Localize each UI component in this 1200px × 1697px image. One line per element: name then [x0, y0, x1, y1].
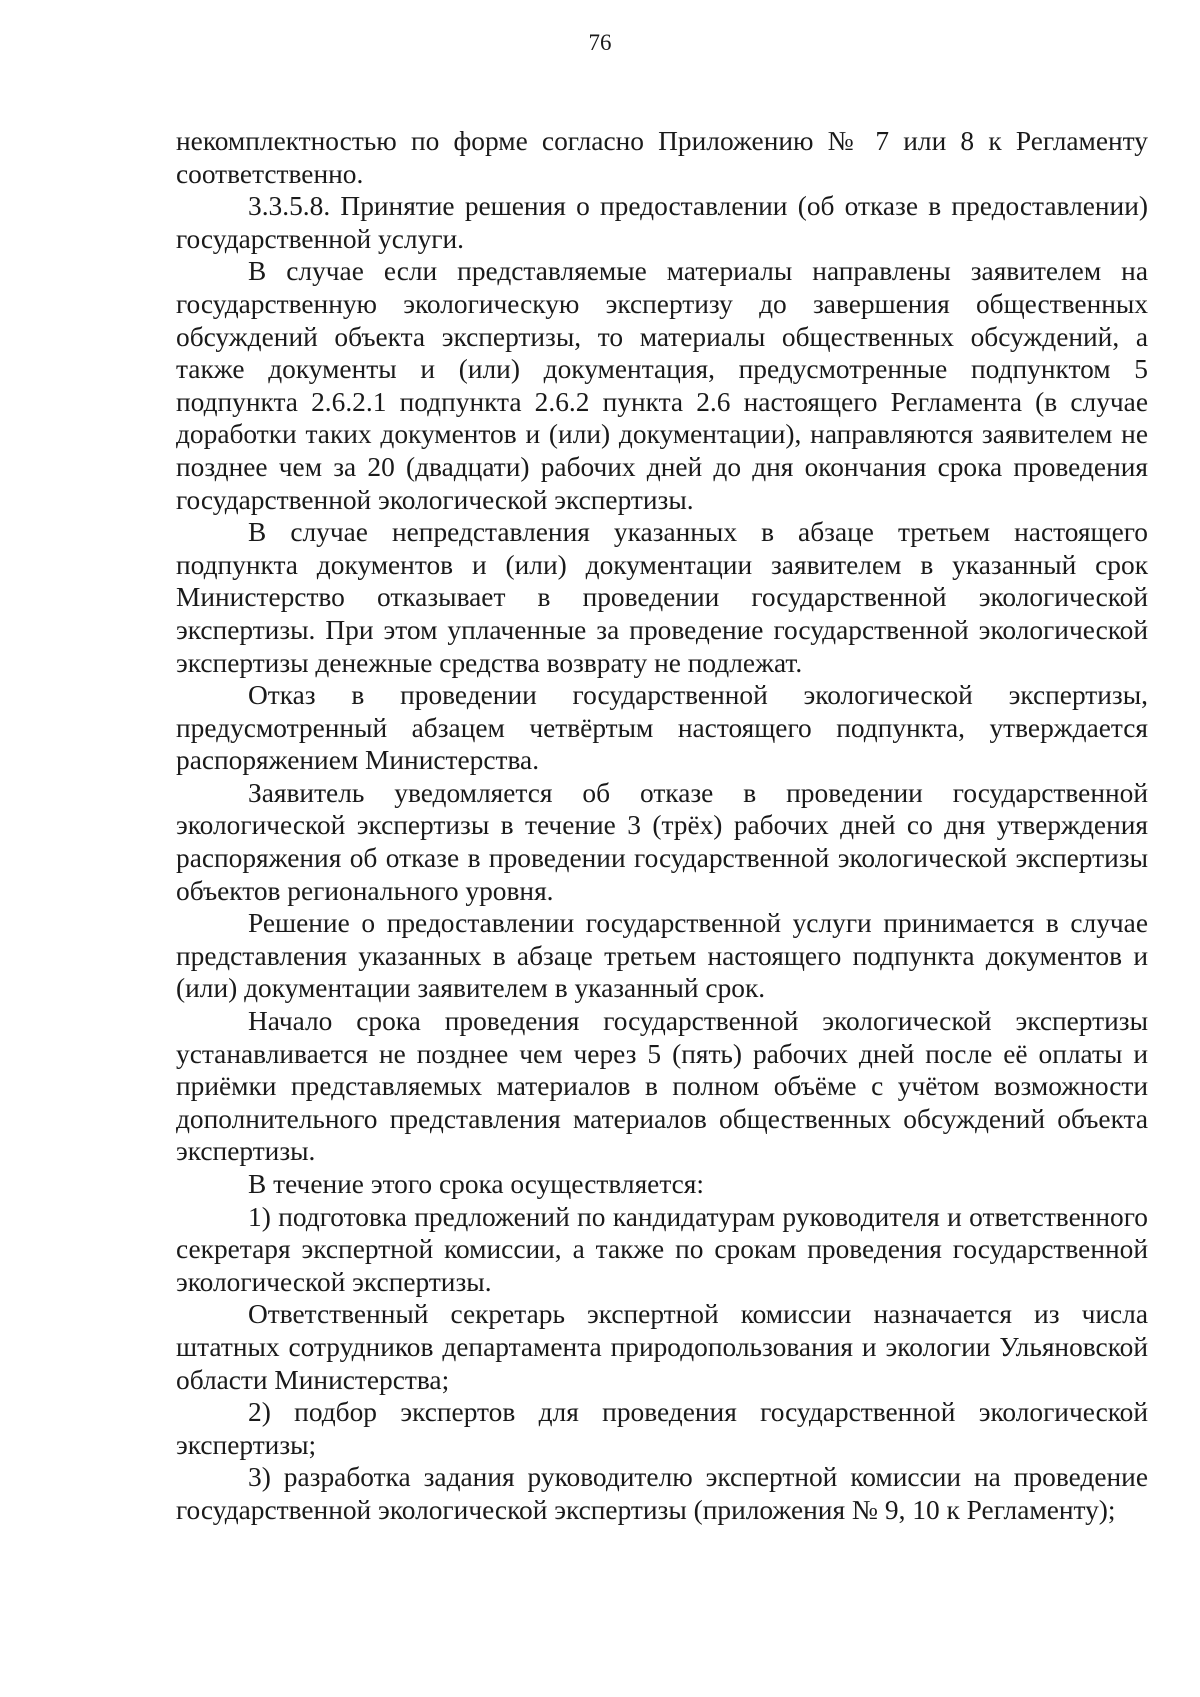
paragraph: В случае непредставления указанных в абзаце третьем настоящего подпункта документов и (или) документации заявителем в указанный срок Министерство отказывает в проведении государственной экологической экспертизы. При этом уплаченные за проведение государственной экологической экспертизы денежные средства возврату не подлежат. — [176, 517, 1148, 678]
list-item: 2) подбор экспертов для проведения государственной экологической экспертизы; — [176, 1397, 1148, 1460]
paragraph: 3.3.5.8. Принятие решения о предоставлении (об отказе в предоставлении) государственной услуги. — [176, 191, 1148, 254]
paragraph: Начало срока проведения государственной экологической экспертизы устанавливается не позднее чем через 5 (пять) рабочих дней после её оплаты и приёмки представляемых материалов в полном объёме с учётом возможности дополнительного представления материалов общественных обсуждений объекта экспертизы. — [176, 1006, 1148, 1167]
paragraph: Ответственный секретарь экспертной комиссии назначается из числа штатных сотрудников департамента природопользования и экологии Ульяновской области Министерства; — [176, 1299, 1148, 1395]
paragraph: Решение о предоставлении государственной услуги принимается в случае представления указанных в абзаце третьем настоящего подпункта документов и (или) документации заявителем в указанный срок. — [176, 908, 1148, 1004]
list-item: 1) подготовка предложений по кандидатурам руководителя и ответственного секретаря экспертной комиссии, а также по срокам проведения государственной экологической экспертизы. — [176, 1201, 1148, 1297]
paragraph: В случае если представляемые материалы направлены заявителем на государственную экологическую экспертизу до завершения общественных обсуждений объекта экспертизы, то материалы общественных обсуждений, а также документы и (или) документация, предусмотренные подпунктом 5 подпункта 2.6.2.1 подпункта 2.6.2 пункта 2.6 настоящего Регламента (в случае доработки таких документов и (или) документации), направляются заявителем не позднее чем за 20 (двадцати) рабочих дней до дня окончания срока проведения государственной экологической экспертизы. — [176, 256, 1148, 515]
list-item: 3) разработка задания руководителю экспертной комиссии на проведение государственной экологической экспертизы (приложения № 9, 10 к Регламенту); — [176, 1462, 1148, 1525]
page-number: 76 — [588, 30, 612, 55]
paragraph: некомплектностью по форме согласно Приложению № 7 или 8 к Регламенту соответственно. — [176, 126, 1148, 189]
paragraph: Отказ в проведении государственной экологической экспертизы, предусмотренный абзацем четвёртым настоящего подпункта, утверждается распоряжением Министерства. — [176, 680, 1148, 776]
paragraph: В течение этого срока осуществляется: — [248, 1169, 705, 1199]
document-body — [176, 125, 1148, 1527]
paragraph: Заявитель уведомляется об отказе в проведении государственной экологической экспертизы в течение 3 (трёх) рабочих дней со дня утверждения распоряжения об отказе в проведении государственной экологической экспертизы объектов регионального уровня. — [176, 777, 1148, 906]
